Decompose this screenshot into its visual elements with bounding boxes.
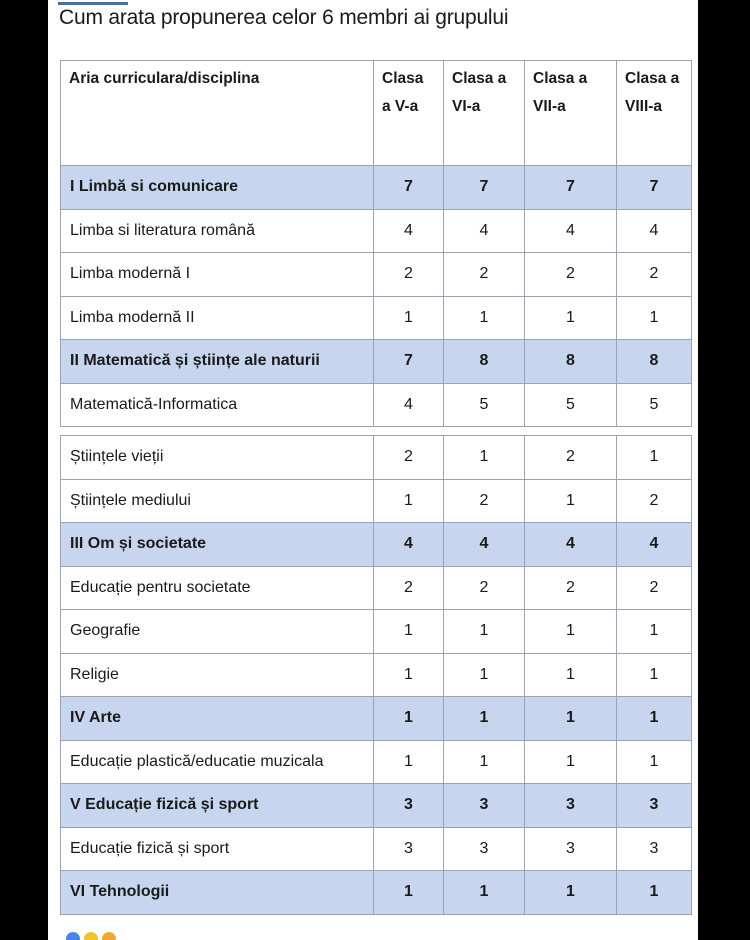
category-row — [61, 340, 692, 384]
header-grade-8: Clasa a VIII-a — [617, 61, 692, 166]
hours-cell: 1 — [444, 740, 525, 784]
hours-cell: 4 — [444, 209, 525, 253]
row-label: Educație pentru societate — [61, 566, 374, 610]
row-label: Științele vieții — [61, 436, 374, 480]
footer-reactions — [66, 928, 156, 940]
hours-cell: 8 — [444, 340, 525, 384]
hours-cell: 2 — [617, 253, 692, 297]
header-grade-5: Clasa a V-a — [374, 61, 444, 166]
row-label: Educație fizică și sport — [61, 827, 374, 871]
hours-cell: 2 — [525, 253, 617, 297]
hours-cell: 8 — [617, 340, 692, 384]
hours-cell: 1 — [444, 871, 525, 915]
hours-cell: 3 — [617, 784, 692, 828]
category-row — [61, 166, 692, 210]
hours-cell: 5 — [444, 383, 525, 427]
hours-cell: 5 — [617, 383, 692, 427]
table-row — [61, 479, 692, 523]
row-label: Limba si literatura română — [61, 209, 374, 253]
hours-cell: 1 — [444, 653, 525, 697]
hours-cell: 1 — [525, 871, 617, 915]
table-row — [61, 740, 692, 784]
hours-cell: 2 — [444, 253, 525, 297]
hours-cell: 2 — [617, 566, 692, 610]
hours-cell: 1 — [374, 653, 444, 697]
hours-cell: 2 — [444, 566, 525, 610]
row-label: Limba modernă I — [61, 253, 374, 297]
table-row — [61, 653, 692, 697]
hours-cell: 1 — [374, 740, 444, 784]
row-label: IV Arte — [61, 697, 374, 741]
row-label: Științele mediului — [61, 479, 374, 523]
hours-cell: 3 — [525, 827, 617, 871]
header-grade-6: Clasa a VI-a — [444, 61, 525, 166]
hours-cell: 1 — [374, 296, 444, 340]
row-label: VI Tehnologii — [61, 871, 374, 915]
table-body — [61, 166, 692, 915]
hours-cell: 4 — [617, 523, 692, 567]
hours-cell: 2 — [617, 479, 692, 523]
hours-cell: 5 — [525, 383, 617, 427]
table-row — [61, 610, 692, 654]
header-grade-7: Clasa a VII-a — [525, 61, 617, 166]
hours-cell: 4 — [374, 209, 444, 253]
hours-cell: 1 — [444, 296, 525, 340]
category-row — [61, 697, 692, 741]
row-label: I Limbă si comunicare — [61, 166, 374, 210]
hours-cell: 1 — [444, 436, 525, 480]
hours-cell: 1 — [525, 610, 617, 654]
table-row — [61, 436, 692, 480]
row-label: Matematică-Informatica — [61, 383, 374, 427]
row-label: Religie — [61, 653, 374, 697]
hours-cell: 7 — [374, 340, 444, 384]
row-label: II Matematică și științe ale naturii — [61, 340, 374, 384]
like-reaction-icon — [66, 932, 80, 940]
hours-cell: 1 — [525, 296, 617, 340]
hours-cell: 2 — [525, 566, 617, 610]
title-accent-line — [58, 2, 128, 5]
hours-cell: 2 — [374, 253, 444, 297]
hours-cell: 7 — [444, 166, 525, 210]
category-row — [61, 523, 692, 567]
hours-cell: 4 — [617, 209, 692, 253]
hours-cell: 1 — [617, 697, 692, 741]
hours-cell: 1 — [617, 653, 692, 697]
table-gap-cell — [61, 427, 692, 436]
hours-cell: 2 — [374, 436, 444, 480]
hours-cell: 3 — [525, 784, 617, 828]
table-row — [61, 827, 692, 871]
hours-cell: 3 — [374, 784, 444, 828]
table-row — [61, 383, 692, 427]
hours-cell: 2 — [525, 436, 617, 480]
hours-cell: 1 — [617, 740, 692, 784]
wow-reaction-icon — [102, 932, 116, 940]
hours-cell: 4 — [444, 523, 525, 567]
row-label: V Educație fizică și sport — [61, 784, 374, 828]
hours-cell: 1 — [617, 610, 692, 654]
table-row — [61, 253, 692, 297]
hours-cell: 2 — [444, 479, 525, 523]
hours-cell: 4 — [525, 209, 617, 253]
curriculum-table — [60, 60, 692, 915]
hours-cell: 1 — [617, 296, 692, 340]
hours-cell: 1 — [374, 697, 444, 741]
header-subject: Aria curriculara/disciplina — [61, 61, 374, 166]
row-label: Limba modernă II — [61, 296, 374, 340]
category-row — [61, 871, 692, 915]
hours-cell: 3 — [444, 784, 525, 828]
hours-cell: 1 — [617, 436, 692, 480]
hours-cell: 1 — [525, 479, 617, 523]
hours-cell: 1 — [444, 610, 525, 654]
hours-cell: 1 — [525, 653, 617, 697]
page-title: Cum arata propunerea celor 6 membri ai grupului — [59, 6, 509, 29]
hours-cell: 4 — [525, 523, 617, 567]
hours-cell: 7 — [525, 166, 617, 210]
hours-cell: 1 — [525, 697, 617, 741]
row-label: Educație plastică/educatie muzicala — [61, 740, 374, 784]
hours-cell: 7 — [617, 166, 692, 210]
table-row — [61, 209, 692, 253]
hours-cell: 1 — [374, 610, 444, 654]
hours-cell: 1 — [374, 479, 444, 523]
table-row — [61, 566, 692, 610]
category-row — [61, 784, 692, 828]
hours-cell: 3 — [444, 827, 525, 871]
hours-cell: 7 — [374, 166, 444, 210]
hours-cell: 3 — [374, 827, 444, 871]
document-page — [48, 0, 698, 940]
hours-cell: 4 — [374, 383, 444, 427]
hours-cell: 1 — [617, 871, 692, 915]
hours-cell: 3 — [617, 827, 692, 871]
table-row — [61, 296, 692, 340]
row-label: Geografie — [61, 610, 374, 654]
row-label: III Om și societate — [61, 523, 374, 567]
table-header-row — [61, 61, 692, 166]
hours-cell: 4 — [374, 523, 444, 567]
haha-reaction-icon — [84, 932, 98, 940]
table-gap — [61, 427, 692, 436]
hours-cell: 2 — [374, 566, 444, 610]
hours-cell: 8 — [525, 340, 617, 384]
hours-cell: 1 — [525, 740, 617, 784]
hours-cell: 1 — [374, 871, 444, 915]
hours-cell: 1 — [444, 697, 525, 741]
